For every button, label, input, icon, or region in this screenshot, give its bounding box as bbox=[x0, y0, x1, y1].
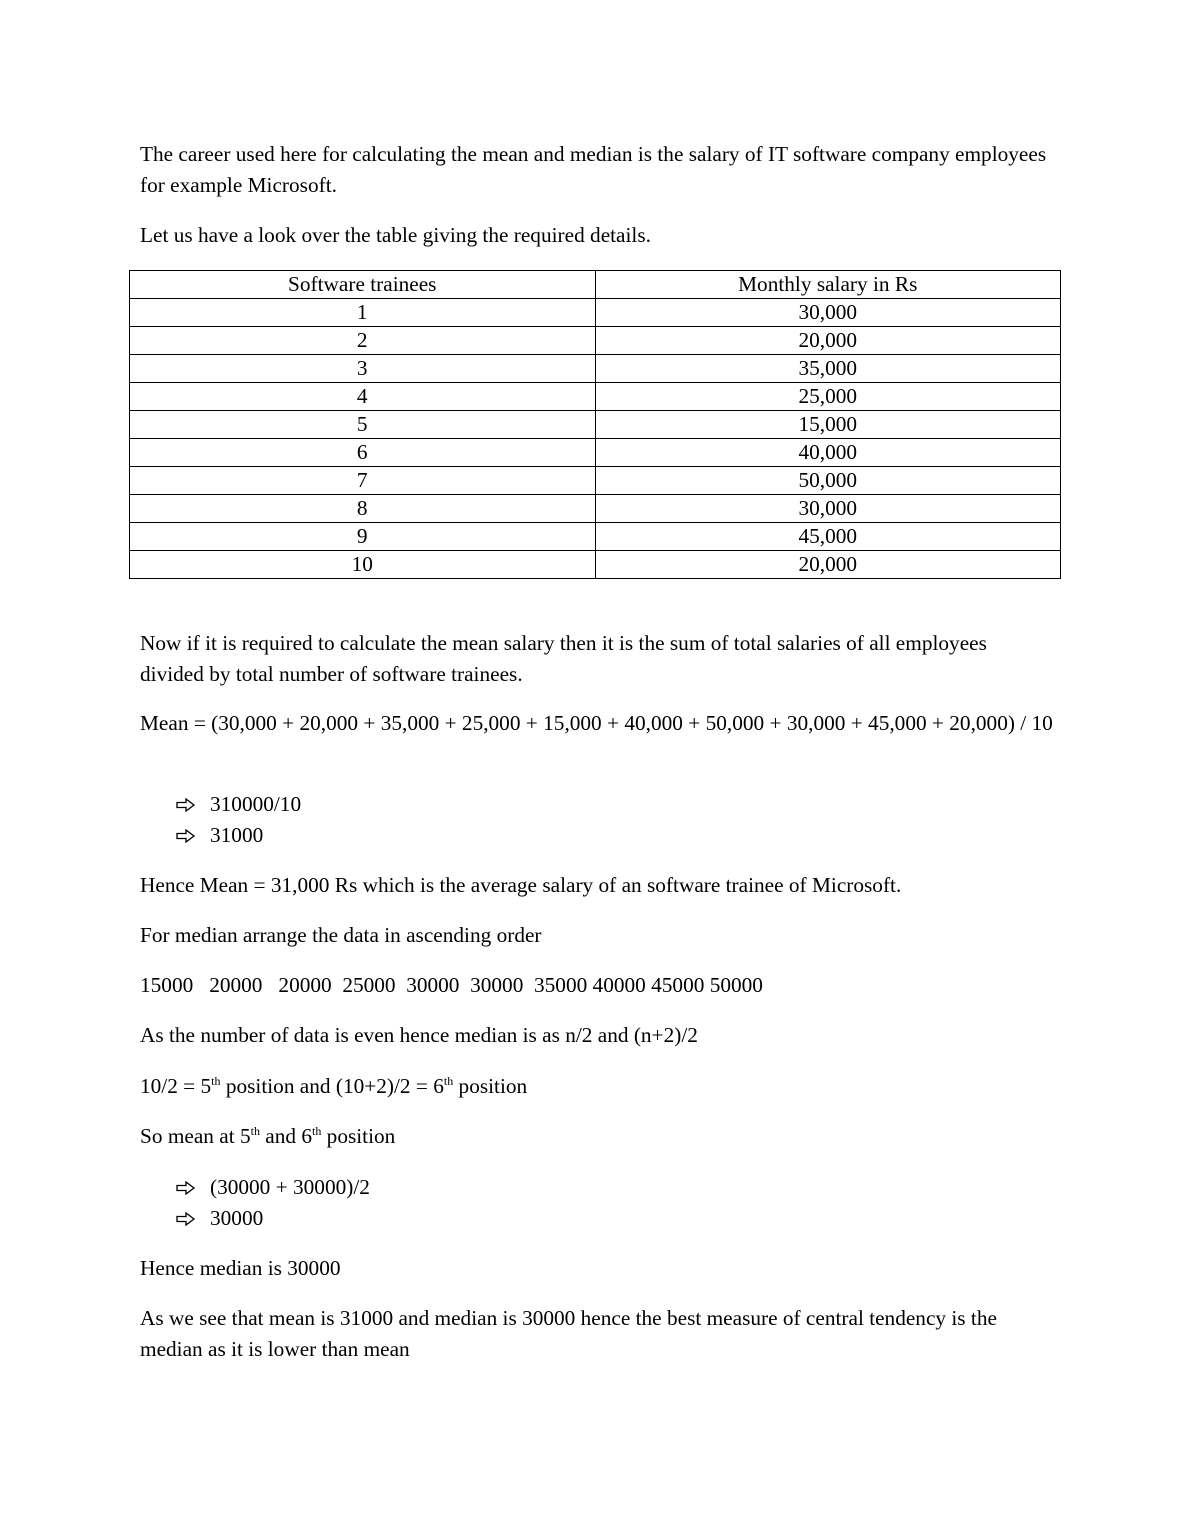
median-result: Hence median is 30000 bbox=[140, 1256, 341, 1280]
table-row bbox=[130, 411, 1061, 439]
table-row bbox=[130, 383, 1061, 411]
mean-step-text: 310000/10 bbox=[210, 792, 302, 816]
arrow-right-icon bbox=[176, 798, 196, 812]
table-row bbox=[130, 467, 1061, 495]
salary-cell: 30,000 bbox=[595, 495, 1061, 523]
trainee-cell: 7 bbox=[130, 467, 596, 495]
mean-formula: Mean = (30,000 + 20,000 + 35,000 + 25,000 + 15,000 + 40,000 + 50,000 + 30,000 + 45,000 + 20,000) / 10 bbox=[140, 711, 1053, 735]
header-trainees: Software trainees bbox=[130, 271, 596, 299]
salary-cell: 50,000 bbox=[595, 467, 1061, 495]
salary-cell: 15,000 bbox=[595, 411, 1061, 439]
median-even-rule: As the number of data is even hence median is as n/2 and (n+2)/2 bbox=[140, 1023, 698, 1047]
table-row bbox=[130, 299, 1061, 327]
mean-steps-list bbox=[176, 789, 301, 851]
salary-cell: 20,000 bbox=[595, 327, 1061, 355]
salary-cell: 30,000 bbox=[595, 299, 1061, 327]
table-header-row bbox=[130, 271, 1061, 299]
intro-paragraph: The career used here for calculating the mean and median is the salary of IT software company employees for example Microsoft. bbox=[140, 142, 1047, 197]
trainee-cell: 4 bbox=[130, 383, 596, 411]
conclusion-paragraph: As we see that mean is 31000 and median is 30000 hence the best measure of central tendency is the median as it is lower than mean bbox=[140, 1306, 997, 1361]
table-row bbox=[130, 439, 1061, 467]
median-step-text: 30000 bbox=[210, 1206, 264, 1230]
trainee-cell: 5 bbox=[130, 411, 596, 439]
salary-cell: 20,000 bbox=[595, 551, 1061, 579]
header-salary: Monthly salary in Rs bbox=[595, 271, 1061, 299]
trainee-cell: 3 bbox=[130, 355, 596, 383]
salary-cell: 45,000 bbox=[595, 523, 1061, 551]
salary-table bbox=[129, 270, 1061, 579]
salary-cell: 35,000 bbox=[595, 355, 1061, 383]
trainee-cell: 8 bbox=[130, 495, 596, 523]
table-row bbox=[130, 355, 1061, 383]
trainee-cell: 9 bbox=[130, 523, 596, 551]
trainee-cell: 6 bbox=[130, 439, 596, 467]
trainee-cell: 10 bbox=[130, 551, 596, 579]
table-row bbox=[130, 551, 1061, 579]
median-mean-positions: So mean at 5th and 6th position bbox=[140, 1124, 396, 1148]
intro-table-lead: Let us have a look over the table giving the required details. bbox=[140, 223, 651, 247]
arrow-right-icon bbox=[176, 1212, 196, 1226]
mean-result: Hence Mean = 31,000 Rs which is the average salary of an software trainee of Microsoft. bbox=[140, 873, 902, 897]
salary-cell: 40,000 bbox=[595, 439, 1061, 467]
list-item bbox=[176, 1203, 370, 1234]
sorted-data-line: 15000 20000 20000 25000 30000 30000 35000 40000 45000 50000 bbox=[140, 973, 763, 997]
median-intro: For median arrange the data in ascending order bbox=[140, 923, 542, 947]
table-row bbox=[130, 523, 1061, 551]
list-item bbox=[176, 1172, 370, 1203]
list-item bbox=[176, 789, 301, 820]
mean-explanation: Now if it is required to calculate the mean salary then it is the sum of total salaries of all employees divided by total number of software trainees. bbox=[140, 631, 987, 686]
median-steps-list bbox=[176, 1172, 370, 1234]
table-row bbox=[130, 327, 1061, 355]
list-item bbox=[176, 820, 301, 851]
mean-step-text: 31000 bbox=[210, 823, 264, 847]
trainee-cell: 1 bbox=[130, 299, 596, 327]
trainee-cell: 2 bbox=[130, 327, 596, 355]
arrow-right-icon bbox=[176, 829, 196, 843]
salary-cell: 25,000 bbox=[595, 383, 1061, 411]
median-step-text: (30000 + 30000)/2 bbox=[210, 1175, 370, 1199]
median-positions: 10/2 = 5th position and (10+2)/2 = 6th position bbox=[140, 1074, 528, 1098]
table-row bbox=[130, 495, 1061, 523]
arrow-right-icon bbox=[176, 1181, 196, 1195]
